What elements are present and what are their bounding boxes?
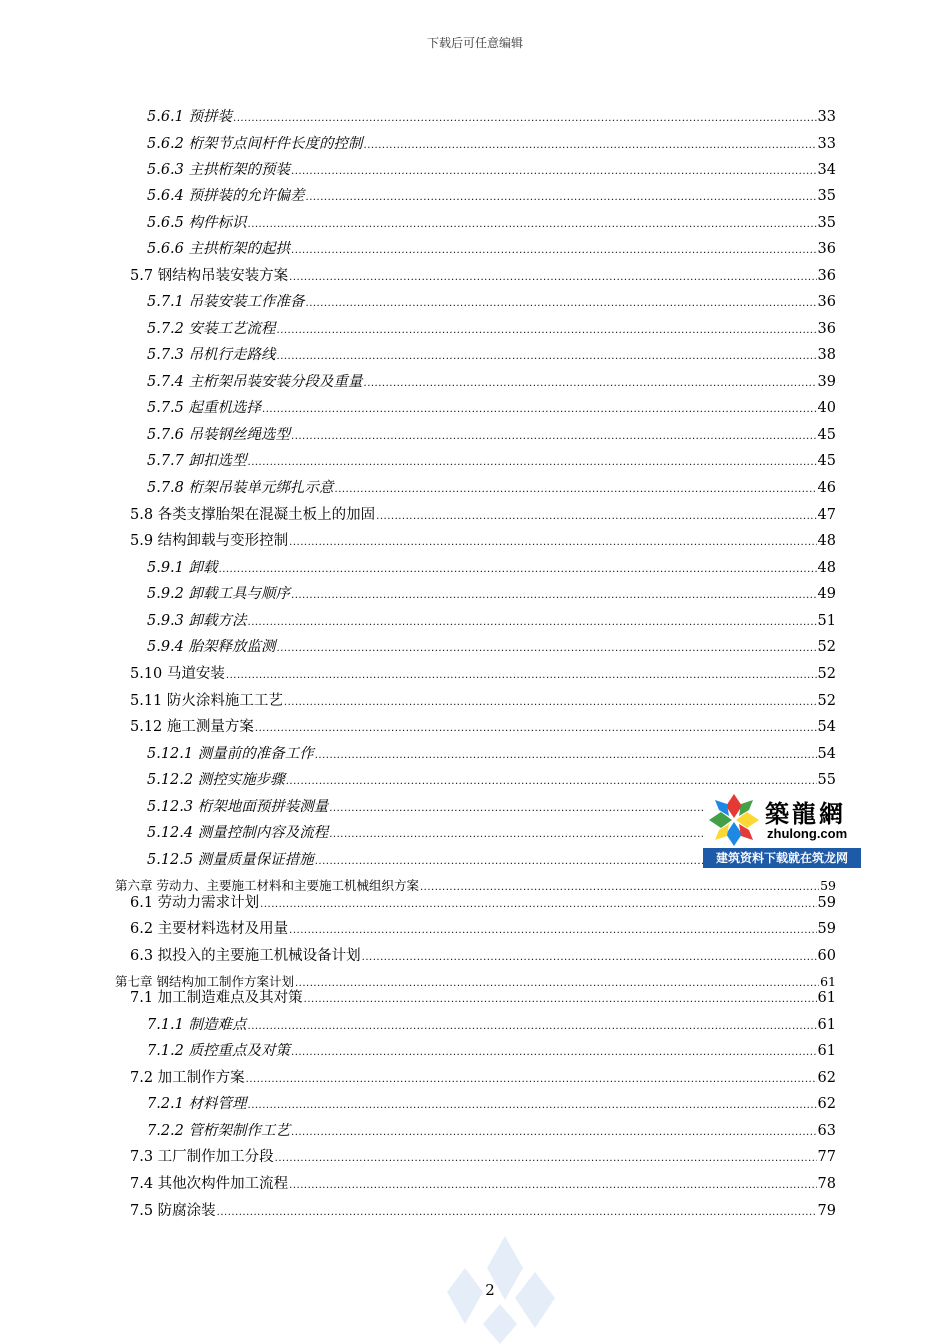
toc-entry-page: 36 bbox=[817, 241, 836, 257]
toc-entry-label: 7.1.1 制造难点 bbox=[147, 1017, 247, 1033]
toc-entry-label: 5.7 钢结构吊装安装方案 bbox=[130, 268, 289, 284]
toc-leader-dots bbox=[217, 1204, 817, 1222]
toc-entry[interactable] bbox=[147, 108, 836, 128]
toc-entry[interactable] bbox=[130, 506, 836, 526]
toc-entry-label: 5.6.4 预拼装的允许偏差 bbox=[147, 188, 305, 204]
toc-entry-page: 61 bbox=[820, 974, 836, 989]
toc-entry[interactable] bbox=[147, 187, 836, 207]
toc-entry-label: 5.7.5 起重机选择 bbox=[147, 400, 262, 416]
toc-entry-page: 51 bbox=[817, 613, 836, 629]
toc-leader-dots bbox=[291, 428, 817, 446]
toc-entry-label: 5.10 马道安装 bbox=[130, 666, 225, 682]
toc-entry[interactable] bbox=[130, 894, 836, 914]
toc-entry-label: 5.7.4 主桁架吊装安装分段及重量 bbox=[147, 374, 363, 390]
toc-entry[interactable] bbox=[147, 214, 836, 234]
toc-entry-page: 36 bbox=[817, 321, 836, 337]
toc-leader-dots bbox=[286, 773, 817, 791]
toc-entry-page: 52 bbox=[817, 639, 836, 655]
toc-entry-page: 35 bbox=[817, 188, 836, 204]
toc-leader-dots bbox=[289, 1177, 816, 1195]
toc-entry-label: 5.7.6 吊装钢丝绳选型 bbox=[147, 427, 291, 443]
toc-entry-label: 7.1 加工制造难点及其对策 bbox=[130, 990, 303, 1006]
toc-leader-dots bbox=[315, 747, 817, 765]
toc-entry[interactable] bbox=[147, 399, 836, 419]
toc-leader-dots bbox=[277, 348, 817, 366]
toc-entry-label: 5.9 结构卸载与变形控制 bbox=[130, 533, 289, 549]
toc-entry-label: 7.2.1 材料管理 bbox=[147, 1096, 247, 1112]
toc-leader-dots bbox=[248, 454, 817, 472]
toc-entry-page: 54 bbox=[817, 719, 836, 735]
toc-entry-label: 5.7.7 卸扣选型 bbox=[147, 453, 247, 469]
toc-entry-label: 5.12.2 测控实施步骤 bbox=[147, 772, 285, 788]
toc-entry-page: 36 bbox=[817, 294, 836, 310]
toc-entry[interactable] bbox=[147, 373, 836, 393]
toc-leader-dots bbox=[284, 694, 817, 712]
toc-entry[interactable] bbox=[147, 452, 836, 472]
toc-leader-dots bbox=[260, 896, 816, 914]
toc-entry-page: 52 bbox=[817, 693, 836, 709]
page-header: 下载后可任意编辑 bbox=[426, 36, 523, 50]
toc-leader-dots bbox=[248, 216, 817, 234]
toc-entry-label: 7.5 防腐涂装 bbox=[130, 1203, 216, 1219]
toc-leader-dots bbox=[362, 949, 817, 967]
toc-entry[interactable] bbox=[130, 920, 836, 940]
toc-leader-dots bbox=[262, 401, 817, 419]
toc-leader-dots bbox=[376, 508, 816, 526]
toc-entry[interactable] bbox=[147, 426, 836, 446]
toc-leader-dots bbox=[335, 481, 817, 499]
toc-entry[interactable] bbox=[130, 1202, 836, 1222]
toc-entry-label: 5.12.4 测量控制内容及流程 bbox=[147, 825, 329, 841]
toc-entry[interactable] bbox=[130, 718, 836, 738]
toc-entry-page: 40 bbox=[817, 400, 836, 416]
toc-entry[interactable] bbox=[147, 612, 836, 632]
toc-leader-dots bbox=[291, 163, 817, 181]
toc-entry-page: 49 bbox=[817, 586, 836, 602]
toc-entry-label: 5.7.8 桁架吊装单元绑扎示意 bbox=[147, 480, 334, 496]
toc-entry-page: 47 bbox=[817, 507, 836, 523]
toc-entry[interactable] bbox=[147, 320, 836, 340]
toc-entry-page: 48 bbox=[817, 560, 836, 576]
toc-entry-page: 61 bbox=[817, 990, 836, 1006]
toc-entry-label: 5.9.1 卸载 bbox=[147, 560, 218, 576]
toc-entry-page: 61 bbox=[817, 1043, 836, 1059]
zhulong-logo bbox=[703, 792, 861, 868]
toc-entry-page: 52 bbox=[817, 666, 836, 682]
toc-leader-dots bbox=[306, 295, 817, 313]
toc-entry-page: 45 bbox=[817, 427, 836, 443]
toc-entry[interactable] bbox=[147, 559, 836, 579]
toc-entry-label: 7.2.2 管桁架制作工艺 bbox=[147, 1123, 291, 1139]
toc-entry-page: 46 bbox=[817, 480, 836, 496]
logo-tagline: 建筑资料下载就在筑龙网 bbox=[703, 848, 861, 868]
toc-entry-label: 5.7.2 安装工艺流程 bbox=[147, 321, 276, 337]
toc-entry-page: 35 bbox=[817, 215, 836, 231]
toc-entry-label: 第六章 劳动力、主要施工材料和主要施工机械组织方案 bbox=[115, 878, 419, 893]
toc-leader-dots bbox=[291, 242, 817, 260]
toc-entry-label: 5.8 各类支撑胎架在混凝土板上的加固 bbox=[130, 507, 376, 523]
logo-name: 築龍網 bbox=[765, 799, 846, 828]
toc-entry-page: 60 bbox=[817, 948, 836, 964]
toc-entry[interactable] bbox=[147, 1016, 836, 1036]
toc-entry[interactable] bbox=[147, 585, 836, 605]
toc-entry[interactable] bbox=[130, 692, 836, 712]
toc-entry-label: 6.2 主要材料选材及用量 bbox=[130, 921, 289, 937]
toc-entry-page: 36 bbox=[817, 268, 836, 284]
toc-leader-dots bbox=[226, 667, 817, 685]
toc-entry-label: 5.6.2 桁架节点间杆件长度的控制 bbox=[147, 136, 363, 152]
toc-entry[interactable] bbox=[130, 1175, 836, 1195]
toc-leader-dots bbox=[219, 561, 817, 579]
toc-entry-label: 7.1.2 质控重点及对策 bbox=[147, 1043, 291, 1059]
toc-entry-label: 7.3 工厂制作加工分段 bbox=[130, 1149, 274, 1165]
toc-entry[interactable] bbox=[147, 1095, 836, 1115]
toc-entry-page: 33 bbox=[817, 109, 836, 125]
toc-entry-page: 59 bbox=[817, 921, 836, 937]
logo-domain: zhulong.com bbox=[767, 826, 848, 841]
toc-entry[interactable] bbox=[147, 346, 836, 366]
toc-leader-dots bbox=[364, 375, 817, 393]
toc-entry-page: 59 bbox=[820, 878, 836, 893]
toc-leader-dots bbox=[255, 720, 817, 738]
toc-leader-dots bbox=[248, 1018, 817, 1036]
toc-entry[interactable] bbox=[147, 161, 836, 181]
toc-entry-label: 5.7.1 吊装安装工作准备 bbox=[147, 294, 305, 310]
toc-leader-dots bbox=[289, 534, 816, 552]
toc-entry-label: 5.9.3 卸载方法 bbox=[147, 613, 247, 629]
toc-entry-page: 78 bbox=[817, 1176, 836, 1192]
toc-entry[interactable] bbox=[147, 293, 836, 313]
toc-entry[interactable] bbox=[147, 638, 836, 658]
snowflake-logo-icon bbox=[705, 792, 763, 848]
toc-leader-dots bbox=[364, 137, 817, 155]
toc-entry-page: 38 bbox=[817, 347, 836, 363]
toc-entry-label: 5.12.3 桁架地面预拼装测量 bbox=[147, 799, 329, 815]
toc-entry-label: 5.9.2 卸载工具与顺序 bbox=[147, 586, 291, 602]
toc-entry-label: 6.3 拟投入的主要施工机械设备计划 bbox=[130, 948, 361, 964]
toc-entry-page: 48 bbox=[817, 533, 836, 549]
toc-entry-page: 63 bbox=[817, 1123, 836, 1139]
toc-entry[interactable] bbox=[147, 745, 836, 765]
toc-leader-dots bbox=[291, 1124, 817, 1142]
toc-entry-page: 79 bbox=[817, 1203, 836, 1219]
toc-leader-dots bbox=[304, 991, 817, 1009]
toc-entry[interactable] bbox=[130, 947, 836, 967]
toc-entry-label: 7.4 其他次构件加工流程 bbox=[130, 1176, 289, 1192]
toc-leader-dots bbox=[291, 1044, 817, 1062]
toc-entry[interactable] bbox=[147, 135, 836, 155]
toc-entry[interactable] bbox=[130, 532, 836, 552]
toc-entry-page: 33 bbox=[817, 136, 836, 152]
toc-leader-dots bbox=[233, 110, 817, 128]
page-number: 2 bbox=[485, 1281, 495, 1299]
toc-entry-label: 5.6.6 主拱桁架的起拱 bbox=[147, 241, 291, 257]
toc-entry-label: 5.6.5 构件标识 bbox=[147, 215, 247, 231]
toc-entry-page: 62 bbox=[817, 1096, 836, 1112]
toc-leader-dots bbox=[306, 189, 817, 207]
toc-entry-label: 5.6.3 主拱桁架的预装 bbox=[147, 162, 291, 178]
toc-entry-label: 7.2 加工制作方案 bbox=[130, 1070, 245, 1086]
toc-leader-dots bbox=[277, 322, 817, 340]
toc-entry[interactable] bbox=[147, 1042, 836, 1062]
toc-leader-dots bbox=[248, 614, 817, 632]
toc-entry-label: 5.11 防火涂料施工工艺 bbox=[130, 693, 283, 709]
toc-entry-label: 5.12.5 测量质量保证措施 bbox=[147, 852, 314, 868]
toc-entry-page: 45 bbox=[817, 453, 836, 469]
toc-entry[interactable] bbox=[130, 989, 836, 1009]
toc-entry-page: 77 bbox=[817, 1149, 836, 1165]
toc-entry-label: 6.1 劳动力需求计划 bbox=[130, 895, 260, 911]
toc-entry-label: 5.9.4 胎架释放监测 bbox=[147, 639, 276, 655]
toc-entry[interactable] bbox=[130, 665, 836, 685]
toc-leader-dots bbox=[289, 922, 816, 940]
toc-entry[interactable] bbox=[130, 1069, 836, 1089]
toc-leader-dots bbox=[248, 1097, 817, 1115]
toc-leader-dots bbox=[275, 1150, 817, 1168]
toc-entry-label: 第七章 钢结构加工制作方案计划 bbox=[115, 974, 294, 989]
toc-entry[interactable] bbox=[130, 1148, 836, 1168]
toc-leader-dots bbox=[291, 587, 817, 605]
toc-entry-page: 62 bbox=[817, 1070, 836, 1086]
toc-entry-page: 61 bbox=[817, 1017, 836, 1033]
toc-entry-label: 5.7.3 吊机行走路线 bbox=[147, 347, 276, 363]
toc-leader-dots bbox=[277, 640, 817, 658]
toc-entry[interactable] bbox=[147, 479, 836, 499]
toc-entry-page: 59 bbox=[817, 895, 836, 911]
toc-entry-label: 5.12.1 测量前的准备工作 bbox=[147, 746, 314, 762]
toc-leader-dots bbox=[289, 269, 816, 287]
toc-entry[interactable] bbox=[147, 771, 836, 791]
toc-entry-page: 55 bbox=[817, 772, 836, 788]
toc-entry-page: 54 bbox=[817, 746, 836, 762]
toc-entry-page: 39 bbox=[817, 374, 836, 390]
toc-entry[interactable] bbox=[147, 1122, 836, 1142]
toc-entry-page: 34 bbox=[817, 162, 836, 178]
toc-entry[interactable] bbox=[147, 240, 836, 260]
toc-entry-label: 5.6.1 预拼装 bbox=[147, 109, 233, 125]
toc-entry[interactable] bbox=[130, 267, 836, 287]
toc-entry-label: 5.12 施工测量方案 bbox=[130, 719, 254, 735]
toc-leader-dots bbox=[246, 1071, 817, 1089]
